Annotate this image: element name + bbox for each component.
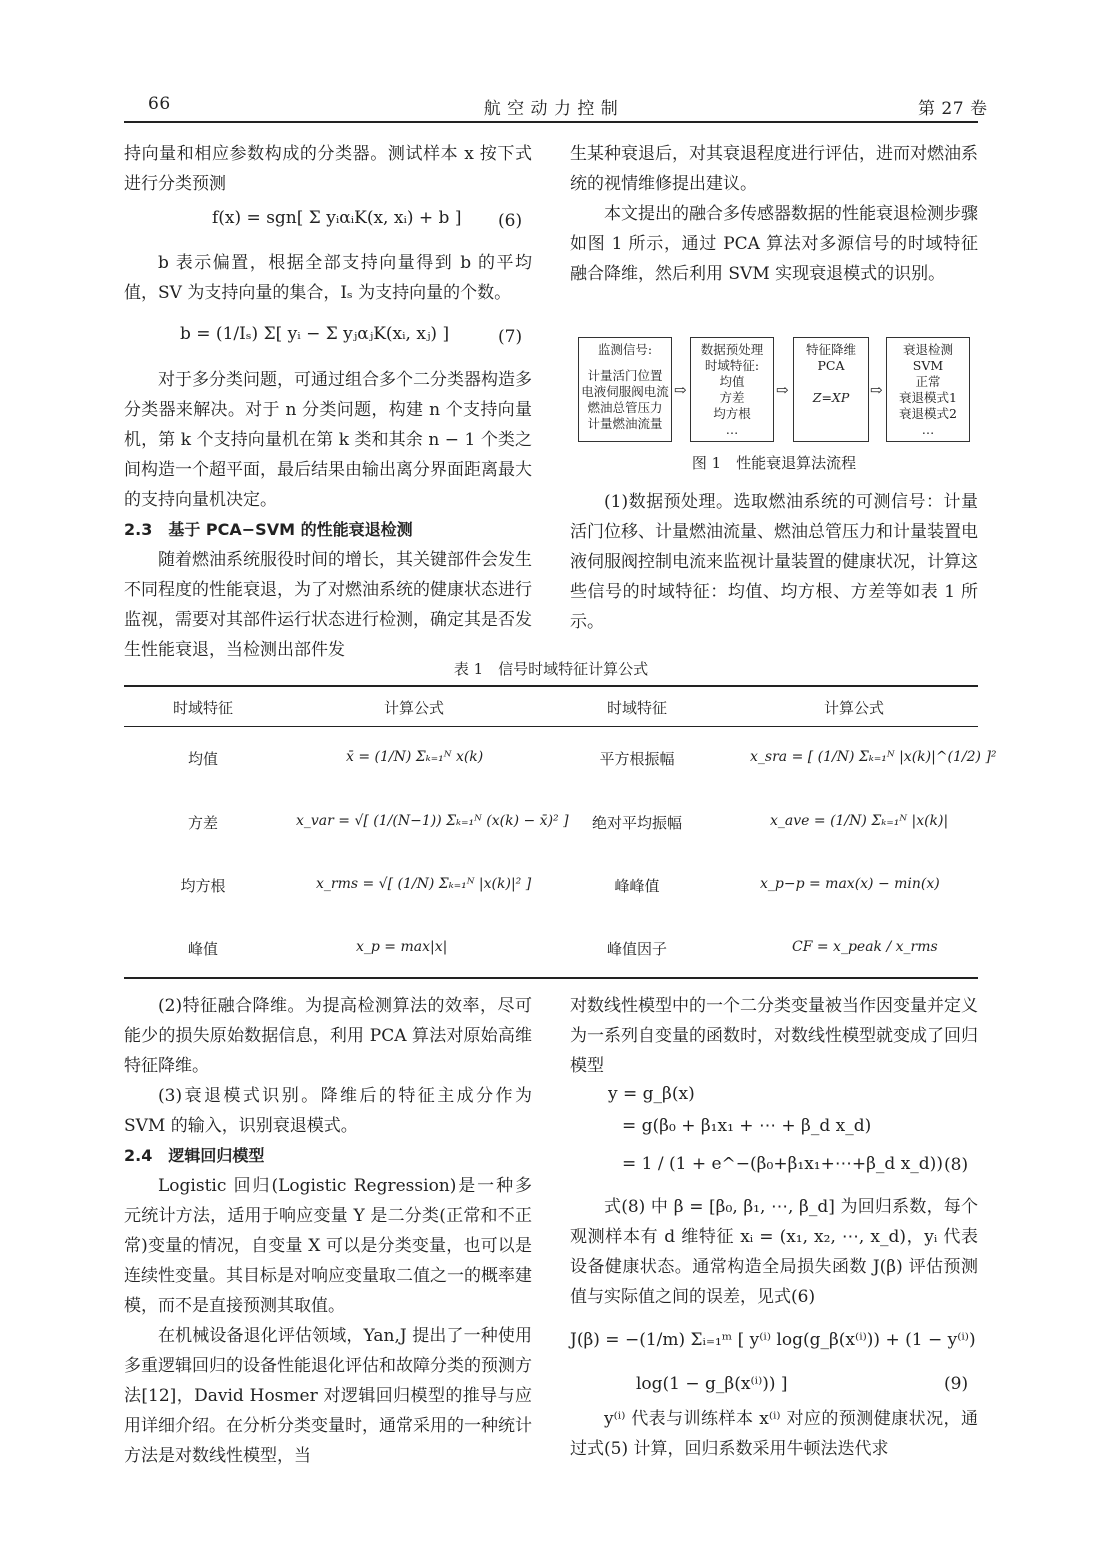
table-header-rule	[124, 726, 978, 727]
features-table	[124, 685, 997, 980]
feature-formula: x_p = max|x|	[356, 939, 448, 955]
equation-8-line3: = 1 / (1 + e^−(β₀+β₁x₁+⋯+β_d x_d))	[622, 1154, 943, 1174]
paragraph: Logistic 回归(Logistic Regression)是一种多元统计方法，适用于响应变量 Y 是二分类(正常和不正常)变量的情况，自变量 X 可以是分类变量，也可以是连续性变量。其目标是对响应变量取二值之一的概率建模，而不是直接预测其取值。	[124, 1176, 532, 1316]
box-line: 电液伺服阀电流	[581, 384, 669, 399]
table-header-cell: 时域特征	[606, 699, 667, 717]
box-line: …	[921, 422, 935, 437]
right-column-lower	[570, 1192, 978, 1312]
feature-name: 均方根	[180, 877, 226, 895]
feature-formula: x_sra = [ (1/N) Σₖ₌₁ᴺ |x(k)|^(1/2) ]²	[750, 749, 997, 765]
table-top-rule	[124, 685, 978, 687]
left-column-lower	[124, 365, 532, 665]
flow-arrow-icon: ⇨	[870, 381, 883, 399]
feature-formula: x_p−p = max(x) − min(x)	[760, 876, 940, 892]
right-column-bottom	[570, 991, 978, 1081]
diagram-box-detection	[886, 337, 970, 442]
box-title: 特征降维	[805, 342, 856, 357]
volume-label: 第 27 卷	[918, 99, 988, 119]
right-column-mid	[570, 487, 978, 637]
paragraph: 持向量和相应参数构成的分类器。测试样本 x 按下式进行分类预测	[124, 144, 532, 194]
feature-name: 方差	[187, 814, 218, 832]
paragraph: (2)特征融合降维。为提高检测算法的效率，尽可能少的损失原始数据信息，利用 PCA 算法对原始高维特征降维。	[124, 996, 532, 1076]
equation-number: (6)	[498, 211, 523, 231]
paragraph: 在机械设备退化评估领域，Yan,J 提出了一种使用多重逻辑回归的设备性能退化评估和故障分类的预测方法[12]，David Hosmer 对逻辑回归模型的推导与应用详细介绍。在分析分类变量时，通常采用的一种统计方法是对数线性模型，当	[124, 1326, 532, 1466]
left-column-mid	[124, 248, 532, 308]
feature-name: 平方根振幅	[599, 750, 675, 768]
paragraph: 对于多分类问题，可通过组合多个二分类器构造多分类器来解决。对于 n 分类问题，构建 n 个支持向量机，第 k 个支持向量机在第 k 类和其余 n − 1 个类之间构造一个超平面，最后结果由输出离分界面距离最大的支持向量机决定。	[124, 370, 532, 510]
right-column-end	[570, 1404, 978, 1464]
box-line: 衰退模式1	[899, 390, 957, 405]
journal-title: 航 空 动 力 控 制	[483, 99, 619, 119]
diagram-box-monitor-signals	[578, 337, 672, 442]
equation-number: (9)	[944, 1374, 969, 1394]
feature-formula: x_ave = (1/N) Σₖ₌₁ᴺ |x(k)|	[770, 813, 949, 829]
table-header-cell: 时域特征	[172, 699, 233, 717]
box-title: 监测信号:	[597, 342, 653, 357]
feature-formula: CF = x_peak / x_rms	[792, 939, 938, 955]
figure-caption: 图 1 性能衰退算法流程	[691, 454, 857, 472]
box-line: 计量燃油流量	[587, 416, 663, 431]
section-heading-2-4: 2.4 逻辑回归模型	[124, 1146, 265, 1165]
flow-arrow-icon: ⇨	[776, 381, 789, 399]
box-title: 数据预处理	[700, 342, 764, 357]
box-line: …	[725, 422, 739, 437]
diagram-box-preprocessing	[690, 337, 774, 442]
equation-number: (7)	[498, 327, 523, 347]
paragraph: b 表示偏置，根据全部支持向量得到 b 的平均值，SV 为支持向量的集合，Iₛ 为支持向量的个数。	[124, 253, 532, 303]
box-line: 均方根	[713, 406, 751, 421]
box-title: 衰退检测	[902, 342, 953, 357]
paragraph: y⁽ⁱ⁾ 代表与训练样本 x⁽ⁱ⁾ 对应的预测健康状况，通过式(5) 计算，回归系数采用牛顿法迭代求	[570, 1409, 978, 1459]
box-line: PCA	[817, 358, 845, 373]
flow-diagram	[578, 337, 978, 445]
box-line: Z=XP	[812, 390, 850, 405]
flow-arrow-icon: ⇨	[674, 381, 687, 399]
paragraph: 对数线性模型中的一个二分类变量被当作因变量并定义为一系列自变量的函数时，对数线性模型就变成了回归模型	[570, 996, 978, 1076]
paragraph: 随着燃油系统服役时间的增长，其关键部件会发生不同程度的性能衰退，为了对燃油系统的健康状态进行监视，需要对其部件运行状态进行检测，确定其是否发生性能衰退，当检测出部件发	[124, 550, 532, 660]
feature-name: 峰值因子	[606, 940, 667, 958]
right-column-top	[570, 139, 978, 289]
paragraph: 式(8) 中 β = [β₀, β₁, ⋯, β_d] 为回归系数，每个观测样本有 d 维特征 xᵢ = (x₁, x₂, ⋯, x_d)，yᵢ 代表设备健康状态。通常构造全局损失函数 J(β) 评估预测值与实际值之间的误差，见式(6)	[570, 1197, 978, 1307]
left-column-bottom	[124, 991, 532, 1471]
paragraph: 生某种衰退后，对其衰退程度进行评估，进而对燃油系统的视情维修提出建议。	[570, 144, 978, 194]
feature-name: 绝对平均振幅	[591, 814, 682, 832]
box-line: 正常	[915, 374, 941, 389]
box-line: 方差	[719, 390, 745, 405]
equation-7: b = (1/Iₛ) Σ[ yᵢ − Σ yⱼαⱼK(xᵢ, xⱼ) ]	[180, 324, 450, 344]
paragraph: (1)数据预处理。选取燃油系统的可测信号：计量活门位移、计量燃油流量、燃油总管压力和计量装置电液伺服阀控制电流来监视计量装置的健康状况，计算这些信号的时域特征：均值、均方根、方差等如表 1 所示。	[570, 492, 978, 632]
table-header-cell: 计算公式	[383, 699, 444, 717]
feature-formula: x_rms = √[ (1/N) Σₖ₌₁ᴺ |x(k)|² ]	[316, 876, 532, 892]
equation-8-line1: y = g_β(x)	[608, 1084, 695, 1104]
box-line: 衰退模式2	[899, 406, 957, 421]
feature-formula: x̄ = (1/N) Σₖ₌₁ᴺ x(k)	[346, 749, 484, 765]
feature-name: 均值	[187, 750, 218, 768]
header-rule	[124, 121, 978, 123]
table-header-cell: 计算公式	[823, 699, 884, 717]
left-column-top	[124, 139, 532, 199]
box-line: SVM	[912, 358, 944, 373]
diagram-box-dim-reduction	[793, 337, 869, 442]
feature-name: 峰值	[187, 940, 218, 958]
box-line: 计量活门位置	[587, 368, 663, 383]
table-bottom-rule	[124, 977, 978, 979]
box-line: 燃油总管压力	[587, 400, 663, 415]
section-heading-2-3: 2.3 基于 PCA−SVM 的性能衰退检测	[124, 520, 413, 539]
feature-name: 峰峰值	[614, 877, 660, 895]
equation-9-line2: log(1 − g_β(x⁽ⁱ⁾)) ]	[636, 1374, 788, 1394]
feature-formula: x_var = √[ (1/(N−1)) Σₖ₌₁ᴺ (x(k) − x̄)² ]	[296, 813, 569, 829]
paragraph: (3)衰退模式识别。降维后的特征主成分作为 SVM 的输入，识别衰退模式。	[124, 1086, 532, 1136]
equation-9-line1: J(β) = −(1/m) Σᵢ₌₁ᵐ [ y⁽ⁱ⁾ log(g_β(x⁽ⁱ⁾)) + (1 − y⁽ⁱ⁾)	[570, 1330, 976, 1350]
box-line: 时域特征:	[704, 358, 760, 373]
equation-number: (8)	[944, 1155, 969, 1175]
paragraph: 本文提出的融合多传感器数据的性能衰退检测步骤如图 1 所示，通过 PCA 算法对多源信号的时域特征融合降维，然后利用 SVM 实现衰退模式的识别。	[570, 204, 978, 284]
equation-6: f(x) = sgn[ Σ yᵢαᵢK(x, xᵢ) + b ]	[212, 208, 462, 228]
page-number: 66	[148, 94, 171, 114]
box-line: 均值	[719, 374, 745, 389]
table-caption: 表 1 信号时域特征计算公式	[453, 660, 649, 678]
equation-8-line2: = g(β₀ + β₁x₁ + ⋯ + β_d x_d)	[622, 1116, 872, 1136]
